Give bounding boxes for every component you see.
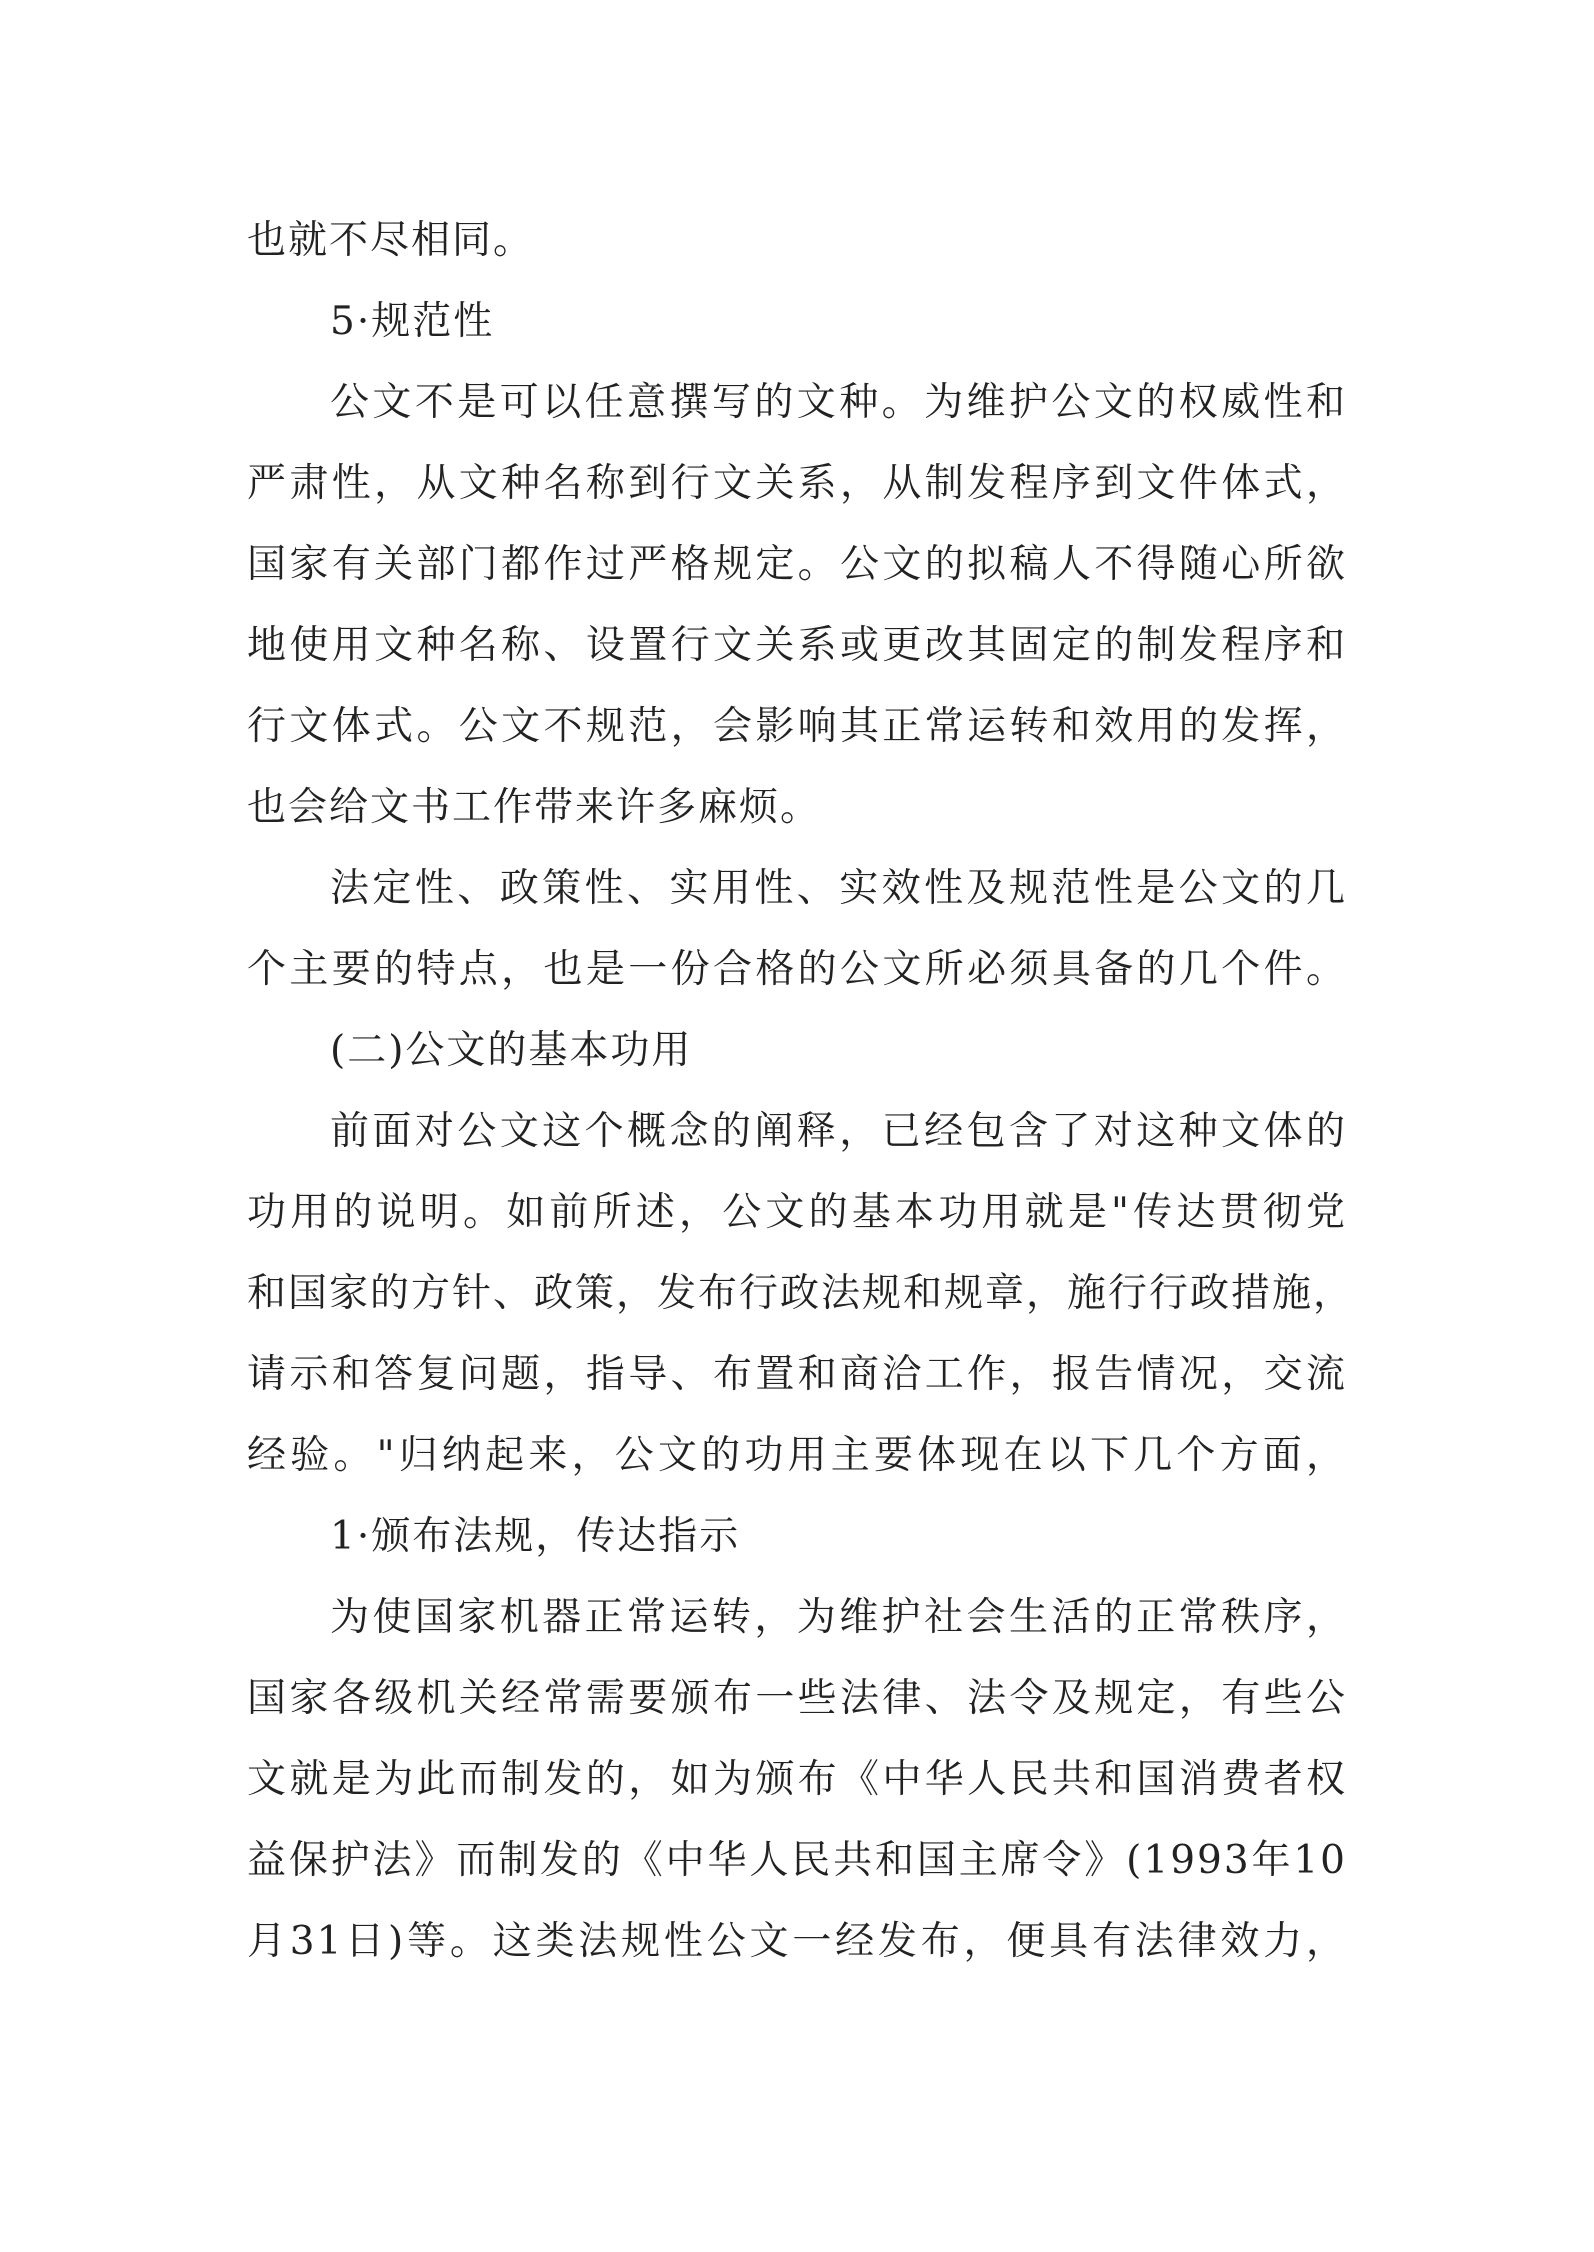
text-line-21: 益保护法》而制发的《中华人民共和国主席令》(1993年10 bbox=[247, 1838, 1347, 1883]
text-line-7: 行文体式。公文不规范，会影响其正常运转和效用的发挥， bbox=[247, 704, 1347, 749]
text-line-9: 法定性、政策性、实用性、实效性及规范性是公文的几 bbox=[330, 866, 1347, 911]
text-line-3: 公文不是可以任意撰写的文种。为维护公文的权威性和 bbox=[330, 380, 1347, 425]
section-heading-5-normative: 5·规范性 bbox=[330, 299, 495, 344]
section-heading-1-issue-regulations: 1·颁布法规，传达指示 bbox=[330, 1514, 741, 1559]
text-line-18: 为使国家机器正常运转，为维护社会生活的正常秩序， bbox=[330, 1595, 1347, 1640]
text-line-16: 经验。"归纳起来，公文的功用主要体现在以下几个方面， bbox=[247, 1433, 1347, 1478]
text-line-14: 和国家的方针、政策，发布行政法规和规章，施行行政措施， bbox=[247, 1271, 1355, 1316]
text-line-12: 前面对公文这个概念的阐释，已经包含了对这种文体的 bbox=[330, 1109, 1347, 1154]
text-line-13: 功用的说明。如前所述，公文的基本功用就是"传达贯彻党 bbox=[247, 1190, 1347, 1235]
text-line-6: 地使用文种名称、设置行文关系或更改其固定的制发程序和 bbox=[247, 623, 1347, 668]
text-line-5: 国家有关部门都作过严格规定。公文的拟稿人不得随心所欲 bbox=[247, 542, 1347, 587]
text-line-1: 也就不尽相同。 bbox=[247, 218, 535, 263]
text-line-15: 请示和答复问题，指导、布置和商洽工作，报告情况，交流 bbox=[247, 1352, 1347, 1397]
text-line-4: 严肃性，从文种名称到行文关系，从制发程序到文件体式， bbox=[247, 461, 1347, 506]
text-line-22: 月31日)等。这类法规性公文一经发布，便具有法律效力， bbox=[247, 1919, 1347, 1964]
text-line-8: 也会给文书工作带来许多麻烦。 bbox=[247, 785, 822, 830]
section-heading-basic-functions: (二)公文的基本功用 bbox=[330, 1028, 693, 1073]
text-line-19: 国家各级机关经常需要颁布一些法律、法令及规定，有些公 bbox=[247, 1676, 1347, 1721]
text-line-10: 个主要的特点，也是一份合格的公文所必须具备的几个件。 bbox=[247, 947, 1347, 992]
text-line-20: 文就是为此而制发的，如为颁布《中华人民共和国消费者权 bbox=[247, 1757, 1347, 1802]
